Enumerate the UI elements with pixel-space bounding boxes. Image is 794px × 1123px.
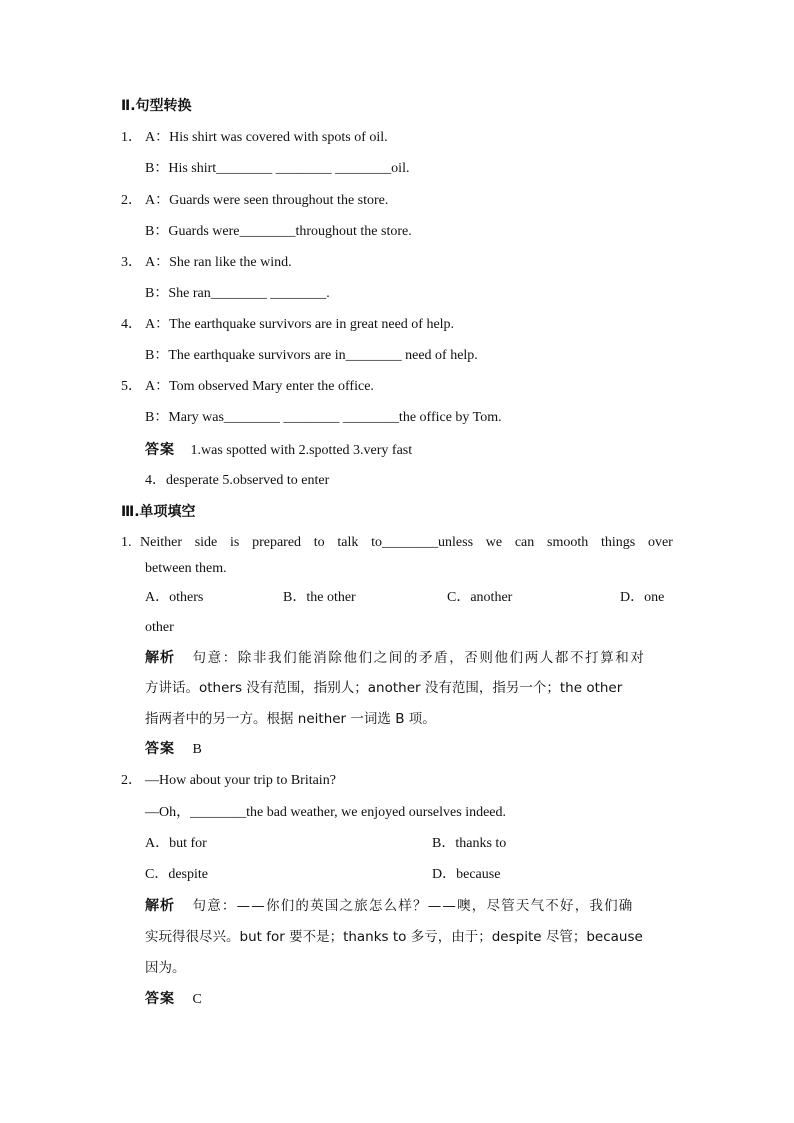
q2-number: 2． [121, 193, 142, 208]
answer-label: 答案 [145, 741, 175, 757]
section-heading-3: Ⅲ.单项填空 [121, 504, 196, 520]
stem-word: to [313, 535, 325, 550]
answer-label: 答案 [145, 991, 175, 1007]
answer-value: C [192, 992, 202, 1007]
stem-word: can [514, 535, 535, 550]
stem-word: we [485, 535, 503, 550]
q5-number: 5． [121, 379, 142, 394]
stem-word: talk [337, 535, 359, 550]
mc2-option-a: A．but for [145, 836, 207, 851]
mc2-analysis-line2: 实玩得很尽兴。but for 要不是；thanks to 多亏，由于；despite 尽管；because [145, 929, 643, 945]
q4-number: 4． [121, 317, 142, 332]
mc2-option-b: B．thanks to [432, 836, 507, 851]
mc2-analysis-line3: 因为。 [145, 960, 186, 976]
stem-word: Neither [140, 535, 182, 550]
q4-sentence-b: B：The earthquake survivors are in________ need of help. [145, 348, 478, 363]
stem-word: is [230, 535, 240, 550]
answer-text-2: 4．desperate 5.observed to enter [145, 473, 330, 488]
mc1-analysis-line2: 方讲话。others 没有范围，指别人；another 没有范围，指另一个；the other [145, 680, 623, 696]
stem-word: smooth [547, 535, 589, 550]
analysis-label: 解析 [145, 898, 175, 914]
q5-sentence-b: B：Mary was________ ________ ________the office by Tom. [145, 410, 502, 425]
mc1-option-d: D．one [620, 590, 665, 605]
q1-sentence-b: B：His shirt________ ________ ________oil. [145, 161, 410, 176]
q2-sentence-a: A：Guards were seen throughout the store. [145, 193, 389, 208]
stem-word: over [647, 535, 673, 550]
section-heading-2: Ⅱ.句型转换 [121, 98, 192, 114]
stem-word: prepared [252, 535, 302, 550]
analysis-text: 句意：——你们的英国之旅怎么样？——噢，尽管天气不好，我们确 [192, 898, 634, 914]
mc1-option-b: B．the other [283, 590, 356, 605]
mc1-stem [140, 533, 673, 553]
mc1-analysis-line1 [145, 648, 646, 669]
answer-label: 答案 [145, 442, 175, 458]
q3-sentence-b: B：She ran________ ________. [145, 286, 330, 301]
answer-text-1: 1.was spotted with 2.spotted 3.very fast [190, 443, 413, 458]
mc1-number: 1. [121, 535, 132, 550]
mc2-line2: —Oh，________the bad weather, we enjoyed ourselves indeed. [145, 805, 507, 820]
mc2-number: 2． [121, 773, 142, 788]
mc1-option-c: C．another [447, 590, 513, 605]
mc1-option-a: A．others [145, 590, 204, 605]
q5-sentence-a: A：Tom observed Mary enter the office. [145, 379, 374, 394]
mc2-answer [145, 989, 202, 1010]
mc1-answer [145, 739, 202, 760]
stem-word: things [600, 535, 636, 550]
q2-sentence-b: B：Guards were________throughout the store. [145, 224, 412, 239]
mc1-analysis-line3: 指两者中的另一方。根据 neither 一词选 B 项。 [145, 711, 436, 727]
q1-number: 1． [121, 130, 142, 145]
mc2-analysis-line1 [145, 896, 634, 917]
stem-word: to________unless [371, 535, 474, 550]
mc2-option-d: D．because [432, 867, 501, 882]
analysis-text: 句意：除非我们能消除他们之间的矛盾，否则他们两人都不打算和对 [192, 650, 646, 666]
mc2-line1: —How about your trip to Britain? [145, 773, 336, 788]
analysis-label: 解析 [145, 650, 175, 666]
stem-word: side [194, 535, 218, 550]
mc2-option-c: C．despite [145, 867, 208, 882]
q3-sentence-a: A：She ran like the wind. [145, 255, 292, 270]
mc1-stem-cont: between them. [145, 561, 227, 576]
q3-number: 3． [121, 255, 142, 270]
mc1-option-d-wrap: other [145, 620, 174, 635]
q1-sentence-a: A：His shirt was covered with spots of oil. [145, 130, 388, 145]
q4-sentence-a: A：The earthquake survivors are in great need of help. [145, 317, 455, 332]
answer-block [145, 440, 412, 461]
answer-value: B [192, 742, 202, 757]
